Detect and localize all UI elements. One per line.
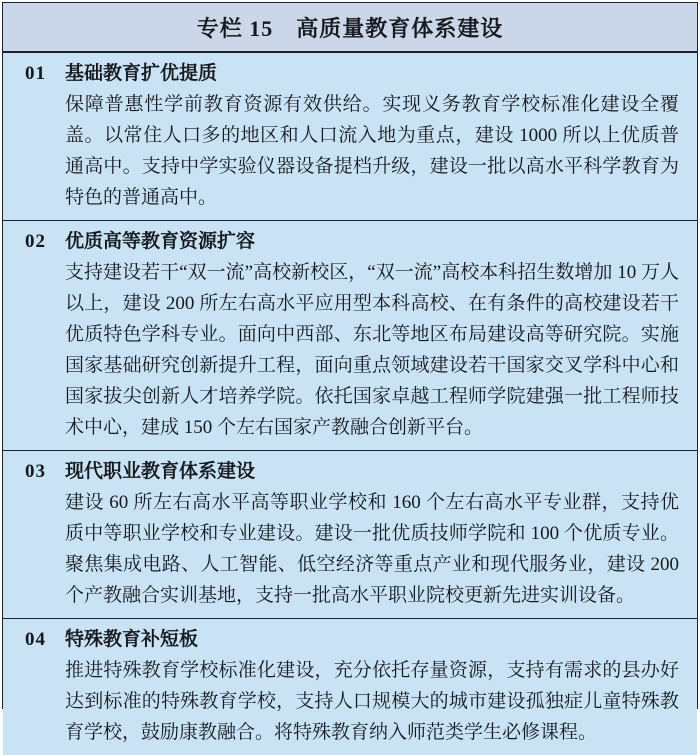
section-03-head	[25, 456, 681, 487]
section-01-body: 保障普惠性学前教育资源有效供给。实现义务教育学校标准化建设全覆盖。以常住人口多的地区和人口流入地为重点，建设 1000 所以上优质普通高中。支持中学实验仪器设备提档升级，建设一批以高水平科学教育为特色的普通高中。	[65, 94, 679, 208]
section-01	[3, 53, 697, 221]
section-01-heading: 基础教育扩优提质	[65, 63, 218, 84]
section-01-number: 01	[25, 63, 46, 84]
section-04-body: 推进特殊教育学校标准化建设，充分依托存量资源，支持有需求的县办好达到标准的特殊教育学校，支持人口规模大的城市建设孤独症儿童特殊教育学校，鼓励康教融合。将特殊教育纳入师范类学生必修课程。	[65, 660, 679, 743]
section-02	[3, 221, 697, 451]
section-04	[3, 619, 697, 755]
section-02-body: 支持建设若干“双一流”高校新校区，“双一流”高校本科招生数增加 10 万人以上，建设 200 所左右高水平应用型本科高校、在有条件的高校建设若干优质特色学科专业。面向中西部、东北等地区布局建设高等研究院。实施国家基础研究创新提升工程，面向重点领域建设若干国家交叉学科中心和国家拔尖创新人才培养学院。依托国家卓越工程师学院建强一批工程师技术中心，建成 150 个左右国家产教融合创新平台。	[65, 262, 679, 438]
section-03-heading: 现代职业教育体系建设	[65, 461, 256, 482]
section-04-head	[25, 624, 681, 655]
section-02-number: 02	[25, 231, 46, 252]
column-15-panel	[2, 2, 698, 743]
section-02-head	[25, 226, 681, 257]
section-04-heading: 特殊教育补短板	[65, 629, 199, 650]
section-03	[3, 451, 697, 619]
section-01-head	[25, 58, 681, 89]
section-04-number: 04	[25, 629, 46, 650]
section-02-heading: 优质高等教育资源扩容	[65, 231, 256, 252]
section-03-number: 03	[25, 461, 46, 482]
section-03-body: 建设 60 所左右高水平高等职业学校和 160 个左右高水平专业群，支持优质中等职业学校和专业建设。建设一批优质技师学院和 100 个优质专业。聚焦集成电路、人工智能、低空经济等重点产业和现代服务业，建设 200 个产教融合实训基地，支持一批高水平职业院校更新先进实训设备。	[65, 492, 679, 606]
panel-title: 专栏 15 高质量教育体系建设	[3, 3, 697, 53]
